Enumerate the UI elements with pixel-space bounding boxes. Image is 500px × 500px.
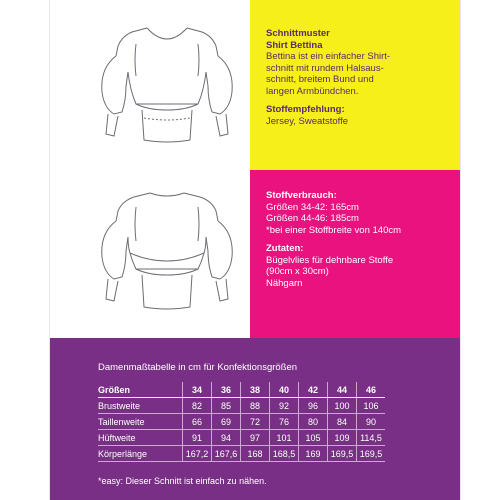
table-cell: 169 [299,446,328,462]
table-cell: 84 [328,414,357,430]
table-cell: 80 [299,414,328,430]
table-cell: 167,6 [212,446,241,462]
size-header-cell: 36 [212,382,241,398]
fabric-value: Jersey, Sweatstoffe [266,115,349,127]
size-table [98,382,385,462]
size-header-row [98,382,385,398]
shirt-front-drawing [92,20,242,160]
table-cell: 94 [212,430,241,446]
row-label: Taillenweite [98,414,183,430]
pattern-info-panel [250,0,460,170]
row-label: Hüftweite [98,430,183,446]
extras-heading: Zutaten: [266,243,304,254]
table-cell: 97 [241,430,270,446]
extras-line: Bügelvlies für dehnbare Stoffe [266,254,394,266]
table-cell: 92 [270,398,299,414]
size-table-panel [50,338,460,500]
table-cell: 106 [357,398,386,414]
usage-heading: Stoffverbrauch: [266,190,337,201]
row-label: Körperlänge [98,446,183,462]
usage-line: Größen 34-42: 165cm [266,201,359,213]
table-cell: 169,5 [328,446,357,462]
table-row [98,430,385,446]
table-cell: 168 [241,446,270,462]
extras-line: (90cm x 30cm) [266,266,329,277]
extras-line: Nähgarn [266,277,303,289]
table-cell: 91 [183,430,212,446]
size-header-cell: 34 [183,382,212,398]
table-cell: 109 [328,430,357,446]
easy-footnote: *easy: Dieser Schnitt ist einfach zu nähen. [98,476,267,486]
table-cell: 85 [212,398,241,414]
description-line: Bettina ist ein einfacher Shirt- [266,51,391,62]
size-table-caption: Damenmaßtabelle in cm für Konfektionsgrößen [98,362,298,373]
table-cell: 169,5 [357,446,386,462]
pattern-title-line2: Shirt Bettina [266,39,323,51]
table-cell: 72 [241,414,270,430]
materials-panel [250,170,460,338]
table-row [98,414,385,430]
pattern-card [50,0,460,500]
usage-line: *bei einer Stoffbreite von 140cm [266,224,402,236]
description-line: schnitt mit rundem Halsaus- [266,62,384,74]
table-cell: 76 [270,414,299,430]
table-cell: 114,5 [357,430,386,446]
description-line: schnitt, breitem Bund und [266,74,374,85]
shirt-back-drawing [92,185,242,325]
size-header-cell: 42 [299,382,328,398]
table-cell: 168,5 [270,446,299,462]
size-header-cell: 44 [328,382,357,398]
size-header-cell: 38 [241,382,270,398]
table-cell: 69 [212,414,241,430]
table-cell: 90 [357,414,386,430]
table-cell: 100 [328,398,357,414]
pattern-title-line1: Schnittmuster [266,28,330,39]
drawings-area [50,0,250,338]
size-header-cell: 46 [357,382,386,398]
fabric-heading: Stoffempfehlung: [266,104,345,115]
table-cell: 105 [299,430,328,446]
size-header-label: Größen [98,382,183,398]
table-cell: 66 [183,414,212,430]
table-cell: 96 [299,398,328,414]
size-header-cell: 40 [270,382,299,398]
table-row [98,398,385,414]
table-cell: 82 [183,398,212,414]
description-line: langen Armbündchen. [266,85,359,97]
row-label: Brustweite [98,398,183,414]
usage-line: Größen 44-46: 185cm [266,213,359,224]
table-row [98,446,385,462]
table-cell: 88 [241,398,270,414]
table-cell: 101 [270,430,299,446]
table-cell: 167,2 [183,446,212,462]
